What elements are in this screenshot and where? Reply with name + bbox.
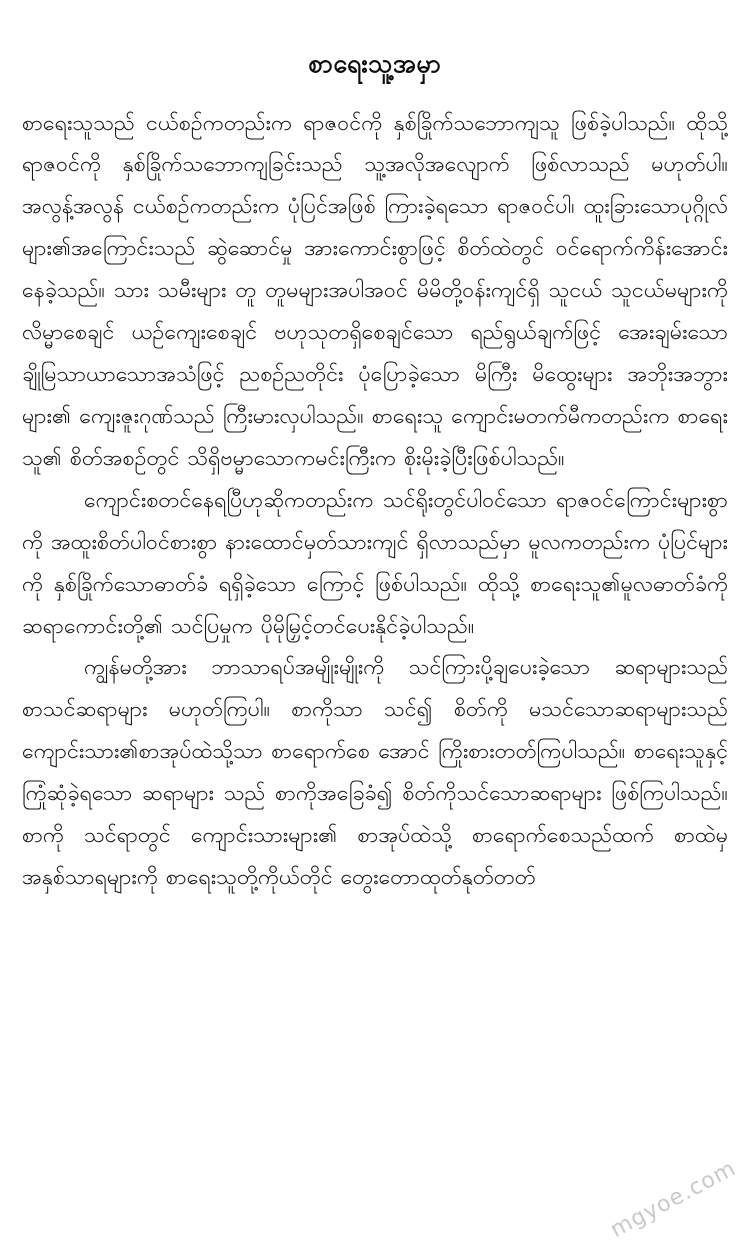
paragraph-3: ကျွန်မတို့အား ဘာသာရပ်အမျိုးမျိုးကို သင်ကြားပို့ချပေးခဲ့သော ဆရာများသည် စာသင်ဆရာများ မဟုတ်ကြပါ။ စာကိုသာ သင်၍ စိတ်ကို မသင်သောဆရာများသည် ကျောင်းသား၏စာအုပ်ထဲသို့သာ စာရောက်စေ အောင် ကြိုးစားတတ်ကြပါသည်။ စာရေးသူနှင့် ကြုံဆုံခဲ့ရသော ဆရာများ သည် စာကိုအခြေခံ၍ စိတ်ကိုသင်သောဆရာများ ဖြစ်ကြပါသည်။ စာကို သင်ရာတွင် ကျောင်းသားများ၏ စာအုပ်ထဲသို့ စာရောက်စေသည်ထက် စာထဲမှ အနှစ်သာရများကို စာရေးသူတို့ကိုယ်တိုင် တွေးတောထုတ်နုတ်တတ် [22, 655, 728, 891]
document-body [22, 103, 728, 900]
page-title: စာရေးသူ့အမှာ [308, 49, 442, 78]
watermark: mgyoe.com [606, 1155, 740, 1243]
paragraph-1: စာရေးသူသည် ငယ်စဉ်ကတည်းက ရာဇဝင်ကို နှစ်ခြိုက်သဘောကျသူ ဖြစ်ခဲ့ပါသည်။ ထိုသို့ရာဇဝင်ကို နှစ်ခြိုက်သဘောကျခြင်းသည် သူ့အလိုအလျောက် ဖြစ်လာသည် မဟုတ်ပါ။ အလွန့်အလွန် ငယ်စဉ်ကတည်းက ပုံပြင်အဖြစ် ကြားခဲ့ရသော ရာဇဝင်ပါ၊ ထူးခြားသောပုဂ္ဂိုလ်များ၏အကြောင်းသည် ဆွဲဆောင်မှု အားကောင်းစွာဖြင့် စိတ်ထဲတွင် ဝင်ရောက်ကိန်းအောင်းနေခဲ့သည်။ သား သမီးများ တူ တူမများအပါအဝင် မိမိတို့ဝန်းကျင်ရှိ သူငယ် သူငယ်မများကို လိမ္မာစေချင် ယဉ်ကျေးစေချင် ဗဟုသုတရှိစေချင်သော ရည်ရွယ်ချက်ဖြင့် အေးချမ်းသော ချိုမြသာယာသောအသံဖြင့် ညစဉ်ညတိုင်း ပုံပြောခဲ့သော မိကြီး မိထွေးများ အဘိုးအဘွားများ၏ ကျေးဇူးဂုဏ်သည် ကြီးမားလှပါသည်။ စာရေးသူ ကျောင်းမတက်မီကတည်းက စာရေးသူ၏ စိတ်အစဉ်တွင် သိရှိဗမ္မာသောကမင်းကြီးက စိုးမိုးခဲ့ပြီးဖြစ်ပါသည်။ [22, 110, 728, 471]
paragraph-2: ကျောင်းစတင်နေရပြီဟုဆိုကတည်းက သင်ရိုးတွင်ပါဝင်သော ရာဇဝင်ကြောင်းများစွာကို အထူးစိတ်ပါဝင်စားစွာ နားထောင်မှတ်သားကျင် ရှိလာသည်မှာ မူလကတည်းက ပုံပြင်များကို နှစ်ခြိုက်သောဓာတ်ခံ ရရှိခဲ့သော ကြောင့် ဖြစ်ပါသည်။ ထိုသို့ စာရေးသူ၏မူလဓာတ်ခံကို ဆရာကောင်းတို့၏ သင်ပြမှုက ပိုမိုမြှင့်တင်ပေးနိုင်ခဲ့ပါသည်။ [22, 487, 728, 639]
